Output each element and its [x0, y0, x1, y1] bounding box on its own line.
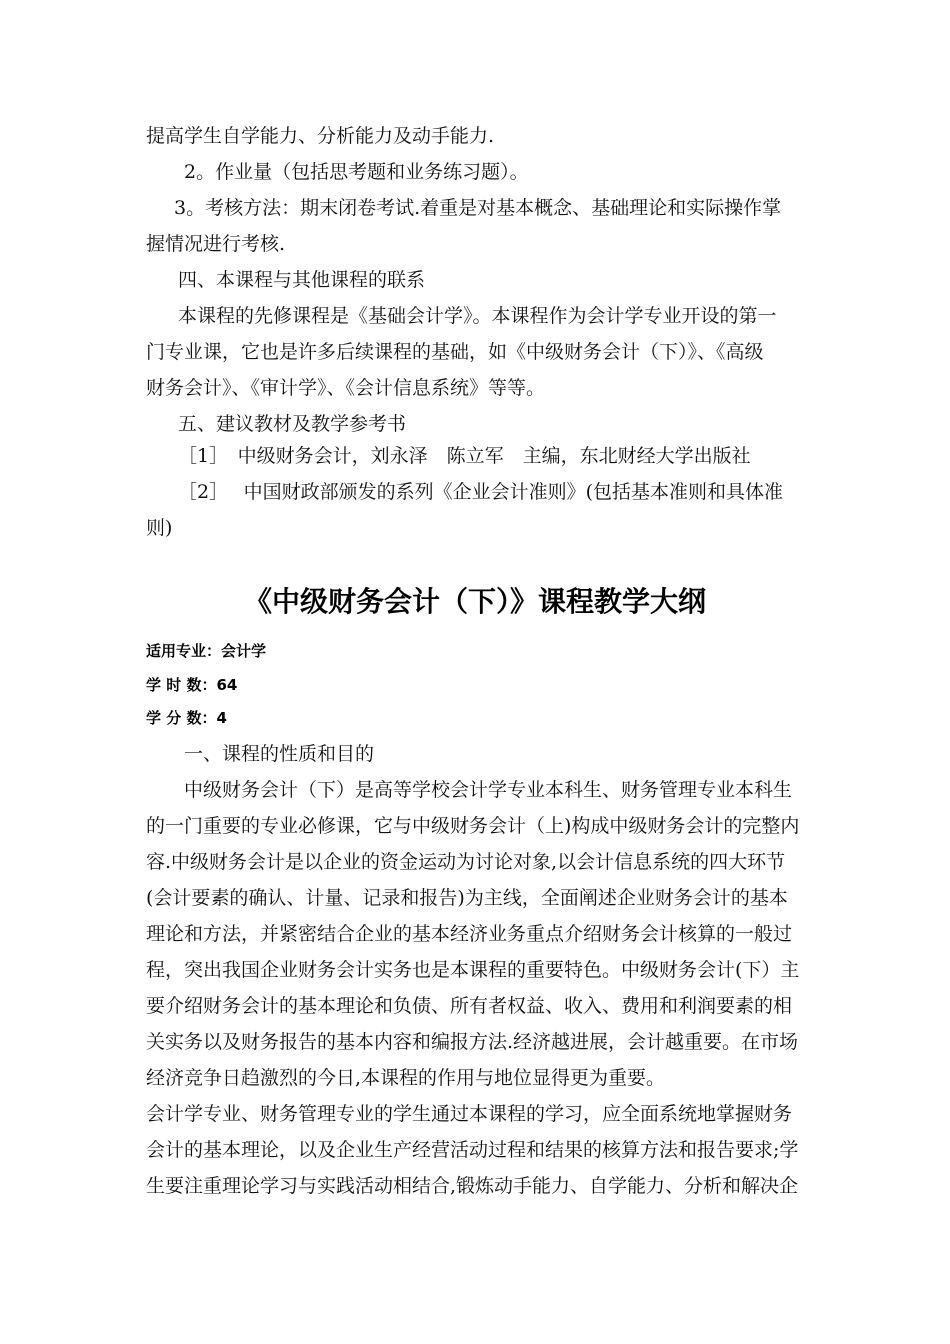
text-line: 要介绍财务会计的基本理论和负债、所有者权益、收入、费用和利润要素的相 — [146, 995, 793, 1017]
list-item-homework: 2。作业量（包括思考题和业务练习题）。 — [184, 161, 529, 183]
text-line: 程，突出我国企业财务会计实务也是本课程的重要特色。中级财务会计(下）主 — [146, 959, 800, 981]
text-line: 提高学生自学能力、分析能力及动手能力. — [146, 125, 495, 147]
text-line: 经济竞争日趋激烈的今日,本课程的作用与地位显得更为重要。 — [146, 1067, 666, 1089]
text-line: 则) — [146, 517, 173, 539]
section-heading-related-courses: 四、本课程与其他课程的联系 — [178, 269, 426, 291]
syllabus-title: 《中级财务会计（下）》课程教学大纲 — [243, 585, 706, 618]
text-line: 本课程的先修课程是《基础会计学》。本课程作为会计学专业开设的第一 — [178, 305, 777, 327]
section-heading-nature-purpose: 一、课程的性质和目的 — [184, 743, 375, 765]
text-line: 门专业课，它也是许多后续课程的基础，如《中级财务会计（下）》、《高级 — [146, 341, 764, 363]
reference-item-1: ［1］ 中级财务会计，刘永泽 陈立军 主编，东北财经大学出版社 — [178, 445, 751, 467]
section-heading-references: 五、建议教材及教学参考书 — [178, 413, 407, 435]
text-line: 理论和方法，并紧密结合企业的基本经济业务重点介绍财务会计核算的一般过 — [146, 923, 793, 945]
text-line: 关实务以及财务报告的基本内容和编报方法.经济越进展，会计越重要。在市场 — [146, 1031, 799, 1053]
text-line: 握情况进行考核. — [146, 233, 286, 255]
class-hours: 学 时 数：64 — [146, 676, 238, 694]
text-line: 容.中级财务会计是以企业的资金运动为讨论对象,以会计信息系统的四大环节 — [146, 851, 786, 873]
text-line: 中级财务会计（下）是高等学校会计学专业本科生、财务管理专业本科生 — [184, 779, 793, 801]
text-line: (会计要素的确认、计量、记录和报告)为主线，全面阐述企业财务会计的基本 — [146, 887, 788, 909]
text-line: 财务会计》、《审计学》、《会计信息系统》等等。 — [146, 377, 546, 399]
list-item-assessment: 3。考核方法：期末闭卷考试.着重是对基本概念、基础理论和实际操作掌 — [174, 197, 782, 219]
reference-item-2: ［2］ 中国财政部颁发的系列《企业会计准则》(包括基本准则和具体准 — [178, 481, 784, 503]
text-line: 生要注重理论学习与实践活动相结合,锻炼动手能力、自学能力、分析和解决企 — [146, 1175, 799, 1197]
text-line: 会计的基本理论，以及企业生产经营活动过程和结果的核算方法和报告要求;学 — [146, 1139, 799, 1161]
text-line: 会计学专业、财务管理专业的学生通过本课程的学习，应全面系统地掌握财务 — [146, 1103, 793, 1125]
credits: 学 分 数：4 — [146, 709, 227, 727]
applicable-major: 适用专业：会计学 — [146, 642, 267, 660]
text-line: 的一门重要的专业必修课，它与中级财务会计（上)构成中级财务会计的完整内 — [146, 815, 800, 837]
